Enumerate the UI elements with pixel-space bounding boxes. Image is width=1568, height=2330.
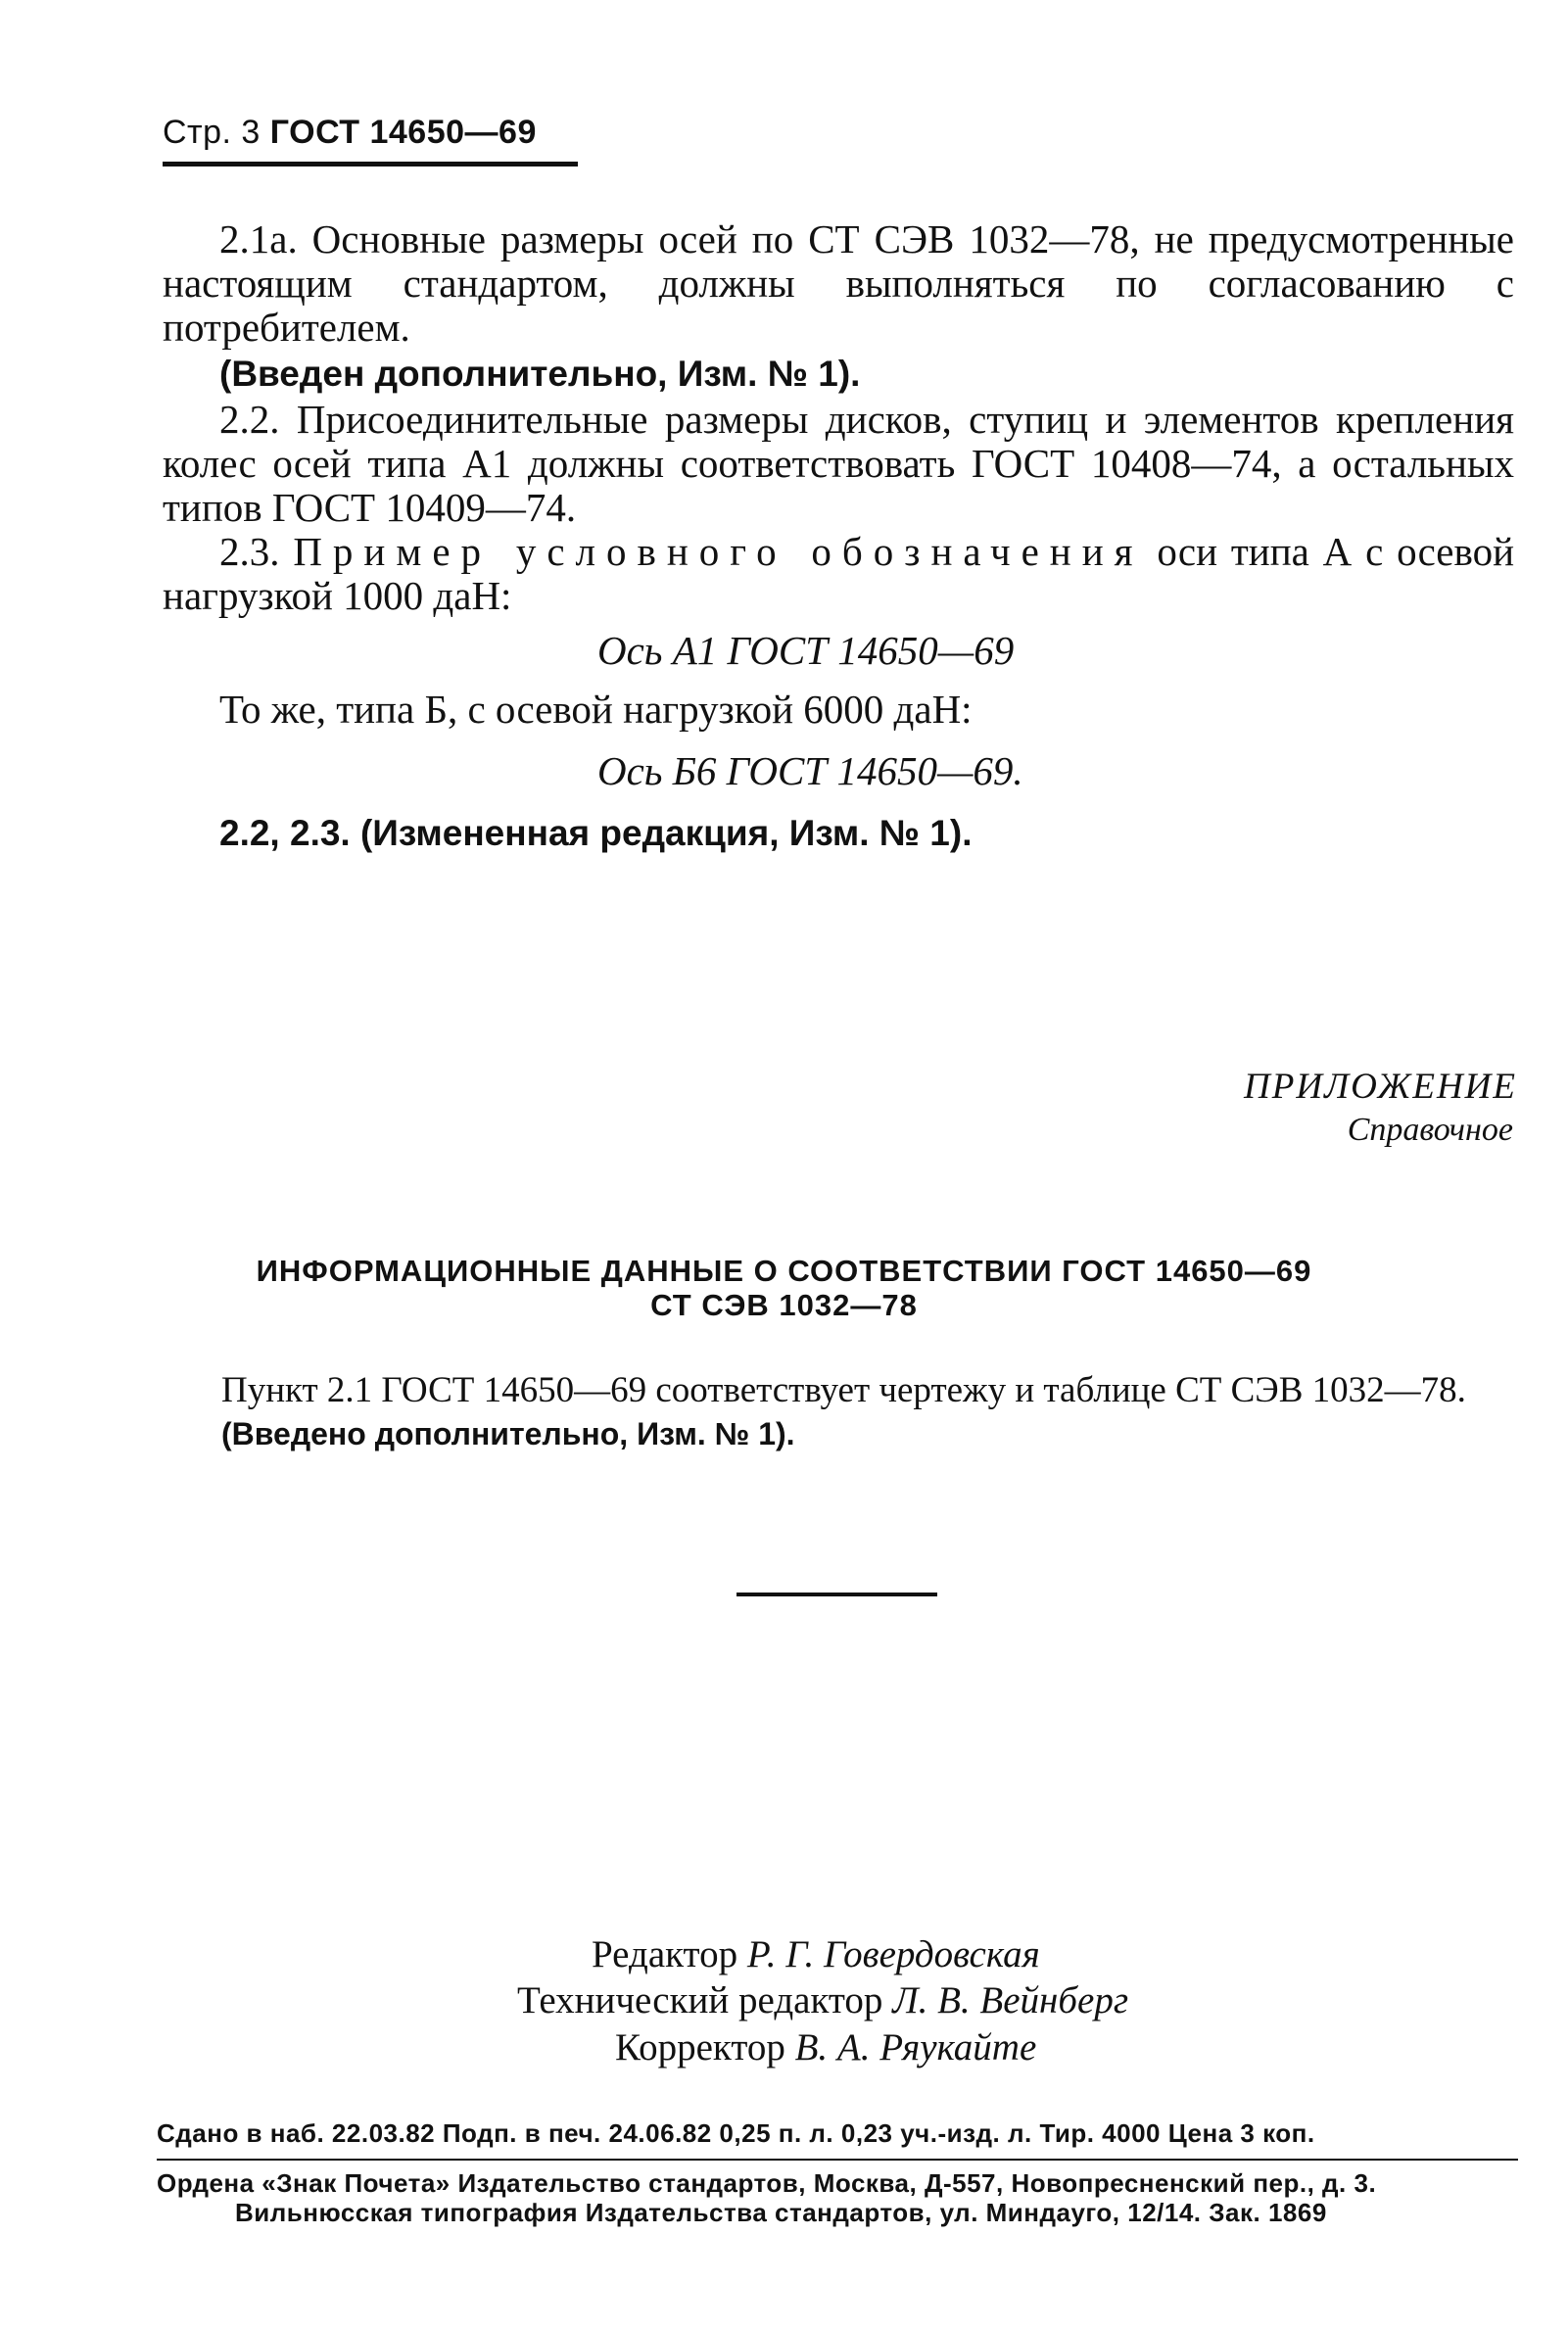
info-title-line-2: СТ СЭВ 1032—78 xyxy=(650,1288,918,1322)
appendix-subtitle: Справочное xyxy=(1347,1112,1513,1148)
credit-editor xyxy=(592,1932,1040,1976)
editor-label: Редактор xyxy=(592,1933,738,1975)
info-text: Пункт 2.1 ГОСТ 14650—69 соответствует чертежу и таблице СТ СЭВ 1032—78. xyxy=(221,1370,1466,1410)
info-title-line-1: ИНФОРМАЦИОННЫЕ ДАННЫЕ О СООТВЕТСТВИИ ГОСТ 14650—69 xyxy=(256,1254,1312,1288)
imprint-rule xyxy=(157,2159,1518,2161)
page-number: Стр. 3 xyxy=(163,114,261,151)
page-header xyxy=(163,114,537,152)
section-divider xyxy=(736,1593,937,1596)
info-title xyxy=(0,1254,1568,1322)
imprint-line-3: Вильнюсская типография Издательства стандартов, ул. Миндауго, 12/14. Зак. 1869 xyxy=(235,2198,1327,2227)
imprint-line-2: Ордена «Знак Почета» Издательство стандартов, Москва, Д-557, Новопресненский пер., д. 3. xyxy=(157,2168,1377,2198)
corrector-name: В. А. Ряукайте xyxy=(794,2026,1037,2068)
paragraph-2-1a: 2.1а. Основные размеры осей по СТ СЭВ 1032—78, не предусмотренные настоящим стандартом, должны выполняться по согласованию с потребителем. xyxy=(163,216,1514,350)
paragraph-2-3 xyxy=(163,530,1514,618)
tech-editor-label: Технический редактор xyxy=(517,1979,883,2021)
designation-example-1: Ось А1 ГОСТ 14650—69 xyxy=(597,628,1015,673)
credit-tech-editor xyxy=(517,1978,1128,2022)
paragraph-2-3-spaced: Пример условного обозначения xyxy=(293,529,1144,574)
amendment-note-2-1a: (Введен дополнительно, Изм. № 1). xyxy=(219,354,861,394)
header-rule xyxy=(163,162,578,166)
amendment-note-2-2-2-3: 2.2, 2.3. (Измененная редакция, Изм. № 1). xyxy=(219,813,973,853)
paragraph-2-2: 2.2. Присоединительные размеры дисков, ступиц и элементов крепления колес осей типа А1 должны соответствовать ГОСТ 10408—74, а остальных типов ГОСТ 10409—74. xyxy=(163,397,1514,530)
info-amendment-note: (Введено дополнительно, Изм. № 1). xyxy=(221,1416,795,1451)
imprint-publisher xyxy=(157,2168,1518,2227)
standard-number: ГОСТ 14650—69 xyxy=(269,114,537,151)
appendix-title: ПРИЛОЖЕНИЕ xyxy=(1244,1067,1517,1107)
corrector-label: Корректор xyxy=(615,2026,785,2068)
same-type-text: То же, типа Б, с осевой нагрузкой 6000 даН: xyxy=(219,687,973,732)
paragraph-2-3-number: 2.3. xyxy=(219,529,280,574)
tech-editor-name: Л. В. Вейнберг xyxy=(892,1979,1129,2021)
designation-example-2: Ось Б6 ГОСТ 14650—69. xyxy=(597,748,1023,793)
credit-corrector xyxy=(615,2025,1036,2069)
imprint-line-1: Сдано в наб. 22.03.82 Подп. в печ. 24.06.82 0,25 п. л. 0,23 уч.-изд. л. Тир. 4000 Цена 3 коп. xyxy=(157,2118,1315,2148)
paragraph-2-3-rest: оси типа А с осевой нагрузкой 1000 даН: xyxy=(163,529,1515,618)
editor-name: Р. Г. Говердовская xyxy=(746,1933,1040,1975)
info-body xyxy=(157,1371,1515,1453)
section-2-text xyxy=(163,217,1514,618)
